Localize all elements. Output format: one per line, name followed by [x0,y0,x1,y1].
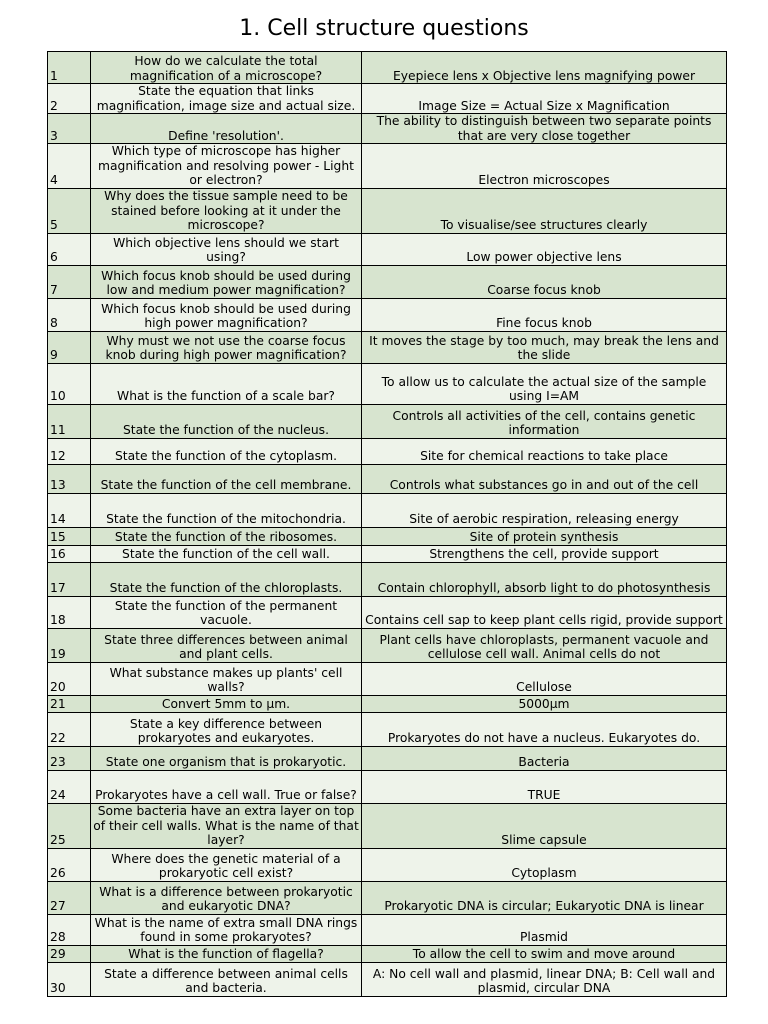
answer-text: 5000µm [362,695,727,712]
question-number: 15 [48,527,91,545]
table-row [48,881,727,914]
answer-text: Controls what substances go in and out of the cell [362,464,727,493]
table-row [48,848,727,881]
table-row [48,363,727,404]
question-text: Why must we not use the coarse focus knob during high power magnification? [91,331,362,363]
question-number: 19 [48,628,91,662]
table-row [48,562,727,596]
question-text: Why does the tissue sample need to be stained before looking at it under the microscope? [91,188,362,233]
question-number: 22 [48,712,91,746]
table-row [48,695,727,712]
question-number: 4 [48,144,91,189]
answer-text: Image Size = Actual Size x Magnification [362,84,727,114]
question-number: 29 [48,945,91,962]
answer-text: A: No cell wall and plasmid, linear DNA; B: Cell wall and plasmid, circular DNA [362,962,727,996]
table-row [48,464,727,493]
question-text: Define 'resolution'. [91,114,362,144]
answer-text: Electron microscopes [362,144,727,189]
table-row [48,746,727,770]
table-row [48,628,727,662]
table-row [48,545,727,562]
answer-text: To allow the cell to swim and move around [362,945,727,962]
questions-table [47,51,727,997]
answer-text: Bacteria [362,746,727,770]
question-number: 10 [48,363,91,404]
answer-text: Slime capsule [362,803,727,848]
table-row [48,662,727,695]
question-number: 26 [48,848,91,881]
question-text: State the equation that links magnification, image size and actual size. [91,84,362,114]
question-number: 24 [48,770,91,803]
table-row [48,596,727,628]
table-row [48,945,727,962]
question-number: 30 [48,962,91,996]
answer-text: Prokaryotic DNA is circular; Eukaryotic DNA is linear [362,881,727,914]
answer-text: Plasmid [362,914,727,945]
question-text: State a key difference between prokaryotes and eukaryotes. [91,712,362,746]
question-text: State three differences between animal and plant cells. [91,628,362,662]
question-text: Some bacteria have an extra layer on top of their cell walls. What is the name of that layer? [91,803,362,848]
question-number: 18 [48,596,91,628]
answer-text: Fine focus knob [362,298,727,331]
answer-text: Cytoplasm [362,848,727,881]
table-row [48,914,727,945]
question-text: What substance makes up plants' cell walls? [91,662,362,695]
question-number: 1 [48,52,91,84]
question-number: 14 [48,493,91,527]
question-number: 11 [48,404,91,438]
question-text: What is the name of extra small DNA rings found in some prokaryotes? [91,914,362,945]
question-text: Prokaryotes have a cell wall. True or false? [91,770,362,803]
answer-text: Plant cells have chloroplasts, permanent vacuole and cellulose cell wall. Animal cells do not [362,628,727,662]
table-row [48,404,727,438]
answer-text: Prokaryotes do not have a nucleus. Eukaryotes do. [362,712,727,746]
table-row [48,188,727,233]
question-number: 12 [48,438,91,464]
answer-text: Cellulose [362,662,727,695]
answer-text: It moves the stage by too much, may break the lens and the slide [362,331,727,363]
question-text: State the function of the permanent vacuole. [91,596,362,628]
table-row [48,265,727,298]
question-text: What is the function of a scale bar? [91,363,362,404]
answer-text: Eyepiece lens x Objective lens magnifying power [362,52,727,84]
answer-text: Site for chemical reactions to take place [362,438,727,464]
table-row [48,84,727,114]
question-text: State the function of the chloroplasts. [91,562,362,596]
question-number: 5 [48,188,91,233]
question-number: 7 [48,265,91,298]
question-text: Convert 5mm to µm. [91,695,362,712]
table-row [48,527,727,545]
question-number: 9 [48,331,91,363]
table-row [48,962,727,996]
page-title: 1. Cell structure questions [239,16,529,41]
answer-text: Contains cell sap to keep plant cells rigid, provide support [362,596,727,628]
table-row [48,233,727,265]
question-text: State a difference between animal cells and bacteria. [91,962,362,996]
question-number: 25 [48,803,91,848]
answer-text: Coarse focus knob [362,265,727,298]
question-number: 6 [48,233,91,265]
question-number: 28 [48,914,91,945]
question-text: How do we calculate the total magnification of a microscope? [91,52,362,84]
question-number: 20 [48,662,91,695]
question-text: State the function of the cytoplasm. [91,438,362,464]
answer-text: Controls all activities of the cell, contains genetic information [362,404,727,438]
table-row [48,803,727,848]
answer-text: The ability to distinguish between two separate points that are very close together [362,114,727,144]
question-text: Which focus knob should be used during high power magnification? [91,298,362,331]
table-row [48,770,727,803]
answer-text: Low power objective lens [362,233,727,265]
table-row [48,298,727,331]
question-number: 27 [48,881,91,914]
question-number: 17 [48,562,91,596]
question-text: Which objective lens should we start using? [91,233,362,265]
question-text: State one organism that is prokaryotic. [91,746,362,770]
question-text: What is a difference between prokaryotic and eukaryotic DNA? [91,881,362,914]
table-row [48,712,727,746]
answer-text: Site of aerobic respiration, releasing energy [362,493,727,527]
question-text: Which type of microscope has higher magnification and resolving power - Light or electron? [91,144,362,189]
question-text: What is the function of flagella? [91,945,362,962]
answer-text: To visualise/see structures clearly [362,188,727,233]
question-number: 8 [48,298,91,331]
answer-text: Site of protein synthesis [362,527,727,545]
question-text: State the function of the cell membrane. [91,464,362,493]
question-text: Where does the genetic material of a prokaryotic cell exist? [91,848,362,881]
table-row [48,438,727,464]
question-number: 23 [48,746,91,770]
table-row [48,144,727,189]
answer-text: Contain chlorophyll, absorb light to do photosynthesis [362,562,727,596]
table-row [48,331,727,363]
answer-text: TRUE [362,770,727,803]
table-row [48,493,727,527]
answer-text: Strengthens the cell, provide support [362,545,727,562]
table-row [48,114,727,144]
answer-text: To allow us to calculate the actual size of the sample using I=AM [362,363,727,404]
table-row [48,52,727,84]
question-number: 16 [48,545,91,562]
question-number: 21 [48,695,91,712]
question-text: State the function of the ribosomes. [91,527,362,545]
question-number: 2 [48,84,91,114]
question-text: Which focus knob should be used during low and medium power magnification? [91,265,362,298]
question-text: State the function of the mitochondria. [91,493,362,527]
question-text: State the function of the nucleus. [91,404,362,438]
question-text: State the function of the cell wall. [91,545,362,562]
question-number: 3 [48,114,91,144]
question-number: 13 [48,464,91,493]
